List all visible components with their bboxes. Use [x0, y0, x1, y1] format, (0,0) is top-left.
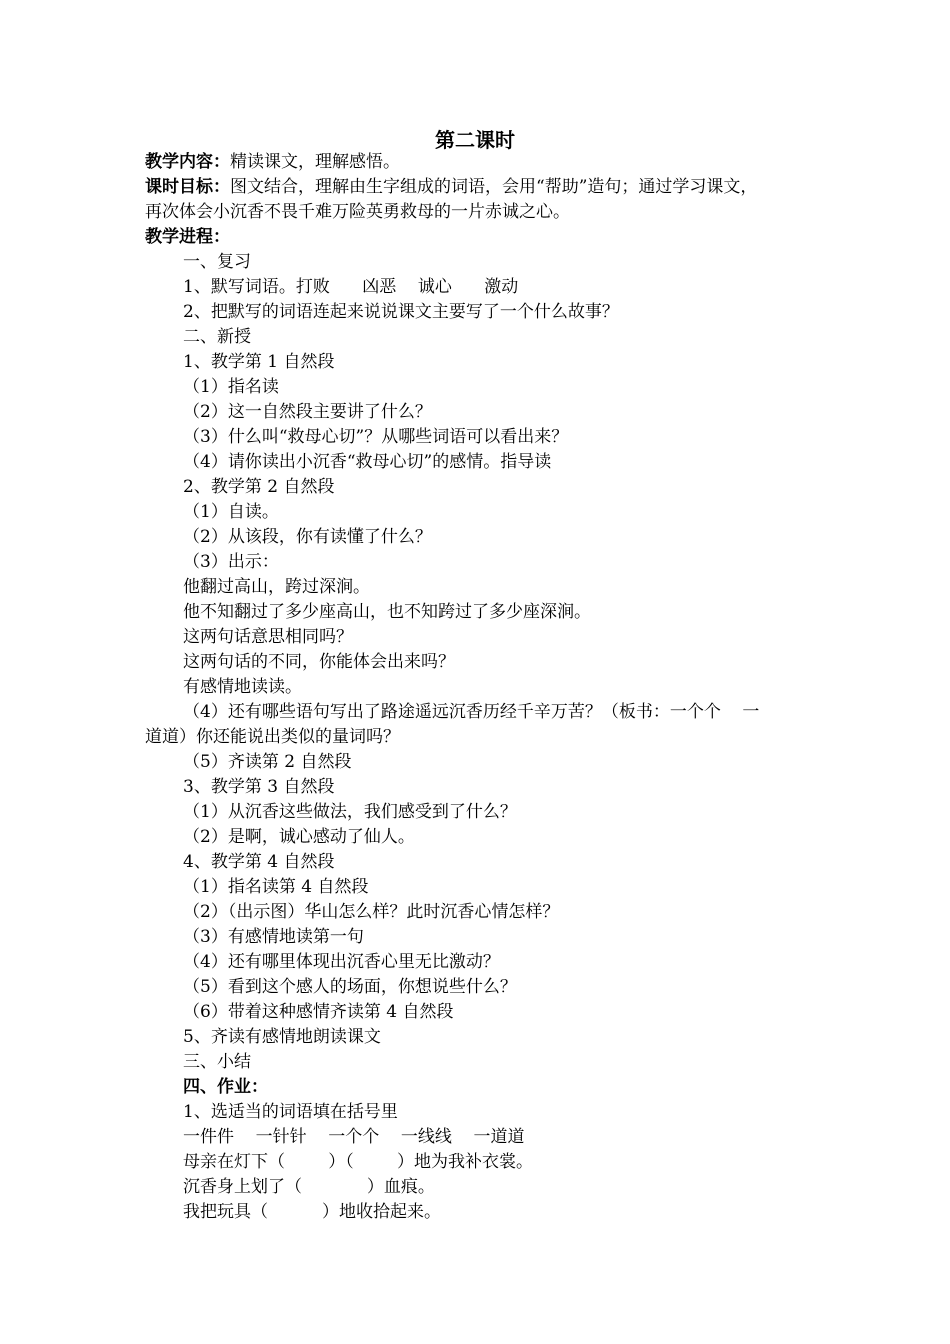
text-line: 一件件 一针针 一个个 一线线 一道道: [183, 1127, 525, 1147]
content-label: 教学内容：: [145, 152, 230, 172]
text-line: （4）还有哪些语句写出了路途遥远沉香历经千辛万苦？（板书：一个个 一: [183, 702, 760, 722]
text-line: 3、教学第 3 自然段: [183, 777, 335, 797]
content-line: [145, 150, 400, 174]
text-line: 1、默写词语。打败 凶恶 诚心 激动: [183, 277, 519, 297]
text-line: 母亲在灯下（ ）（ ）地为我补衣裳。: [183, 1152, 533, 1172]
text-line: 5、齐读有感情地朗读课文: [183, 1027, 381, 1047]
text-line: （1）指名读: [183, 377, 279, 397]
text-line: （5）看到这个感人的场面，你想说些什么？: [183, 977, 517, 997]
process-label: 教学进程：: [145, 227, 230, 247]
text-line: 这两句话的不同，你能体会出来吗？: [183, 652, 455, 672]
text-line: 2、教学第 2 自然段: [183, 477, 335, 497]
text-line: 这两句话意思相同吗？: [183, 627, 353, 647]
section-heading: 一、复习: [183, 252, 251, 272]
text-line: 沉香身上划了（ ）血痕。: [183, 1177, 435, 1197]
text-line: 4、教学第 4 自然段: [183, 852, 335, 872]
goal-text-1: 图文结合，理解由生字组成的词语，会用“帮助”造句；通过学习课文，: [230, 177, 758, 197]
text-line: （2）这一自然段主要讲了什么？: [183, 402, 432, 422]
text-line: （6）带着这种感情齐读第 4 自然段: [183, 1002, 454, 1022]
text-line: （5）齐读第 2 自然段: [183, 752, 352, 772]
text-line: 他不知翻过了多少座高山，也不知跨过了多少座深涧。: [183, 602, 591, 622]
text-line: （2）从该段，你有读懂了什么？: [183, 527, 432, 547]
text-line: 1、选适当的词语填在括号里: [183, 1102, 398, 1122]
section-heading: 三、小结: [183, 1052, 251, 1072]
text-line: 道道）你还能说出类似的量词吗？: [145, 727, 400, 747]
text-line: （3）什么叫“救母心切”？从哪些词语可以看出来？: [183, 427, 569, 447]
text-line: （1）从沉香这些做法，我们感受到了什么？: [183, 802, 517, 822]
goal-text-2: 再次体会小沉香不畏千难万险英勇救母的一片赤诚之心。: [145, 202, 570, 222]
text-line: 1、教学第 1 自然段: [183, 352, 335, 372]
text-line: （3）出示：: [183, 552, 279, 572]
goal-label: 课时目标：: [145, 177, 230, 197]
text-line: 有感情地读读。: [183, 677, 302, 697]
text-line: （2）是啊，诚心感动了仙人。: [183, 827, 415, 847]
goal-line: [145, 175, 757, 199]
text-line: （2）（出示图）华山怎么样？此时沉香心情怎样？: [183, 902, 560, 922]
text-line: （4）还有哪里体现出沉香心里无比激动？: [183, 952, 500, 972]
text-line: （4）请你读出小沉香“救母心切”的感情。指导读: [183, 452, 552, 472]
text-line: 我把玩具（ ）地收拾起来。: [183, 1202, 442, 1222]
section-heading: 二、新授: [183, 327, 251, 347]
text-line: 2、把默写的词语连起来说说课文主要写了一个什么故事？: [183, 302, 619, 322]
content-text: 精读课文，理解感悟。: [230, 152, 400, 172]
text-line: （1）指名读第 4 自然段: [183, 877, 369, 897]
page-title: 第二课时: [435, 128, 515, 152]
text-line: （3）有感情地读第一句: [183, 927, 364, 947]
text-line: 他翻过高山，跨过深涧。: [183, 577, 370, 597]
text-line: （1）自读。: [183, 502, 279, 522]
section-heading: 四、作业：: [183, 1077, 268, 1097]
